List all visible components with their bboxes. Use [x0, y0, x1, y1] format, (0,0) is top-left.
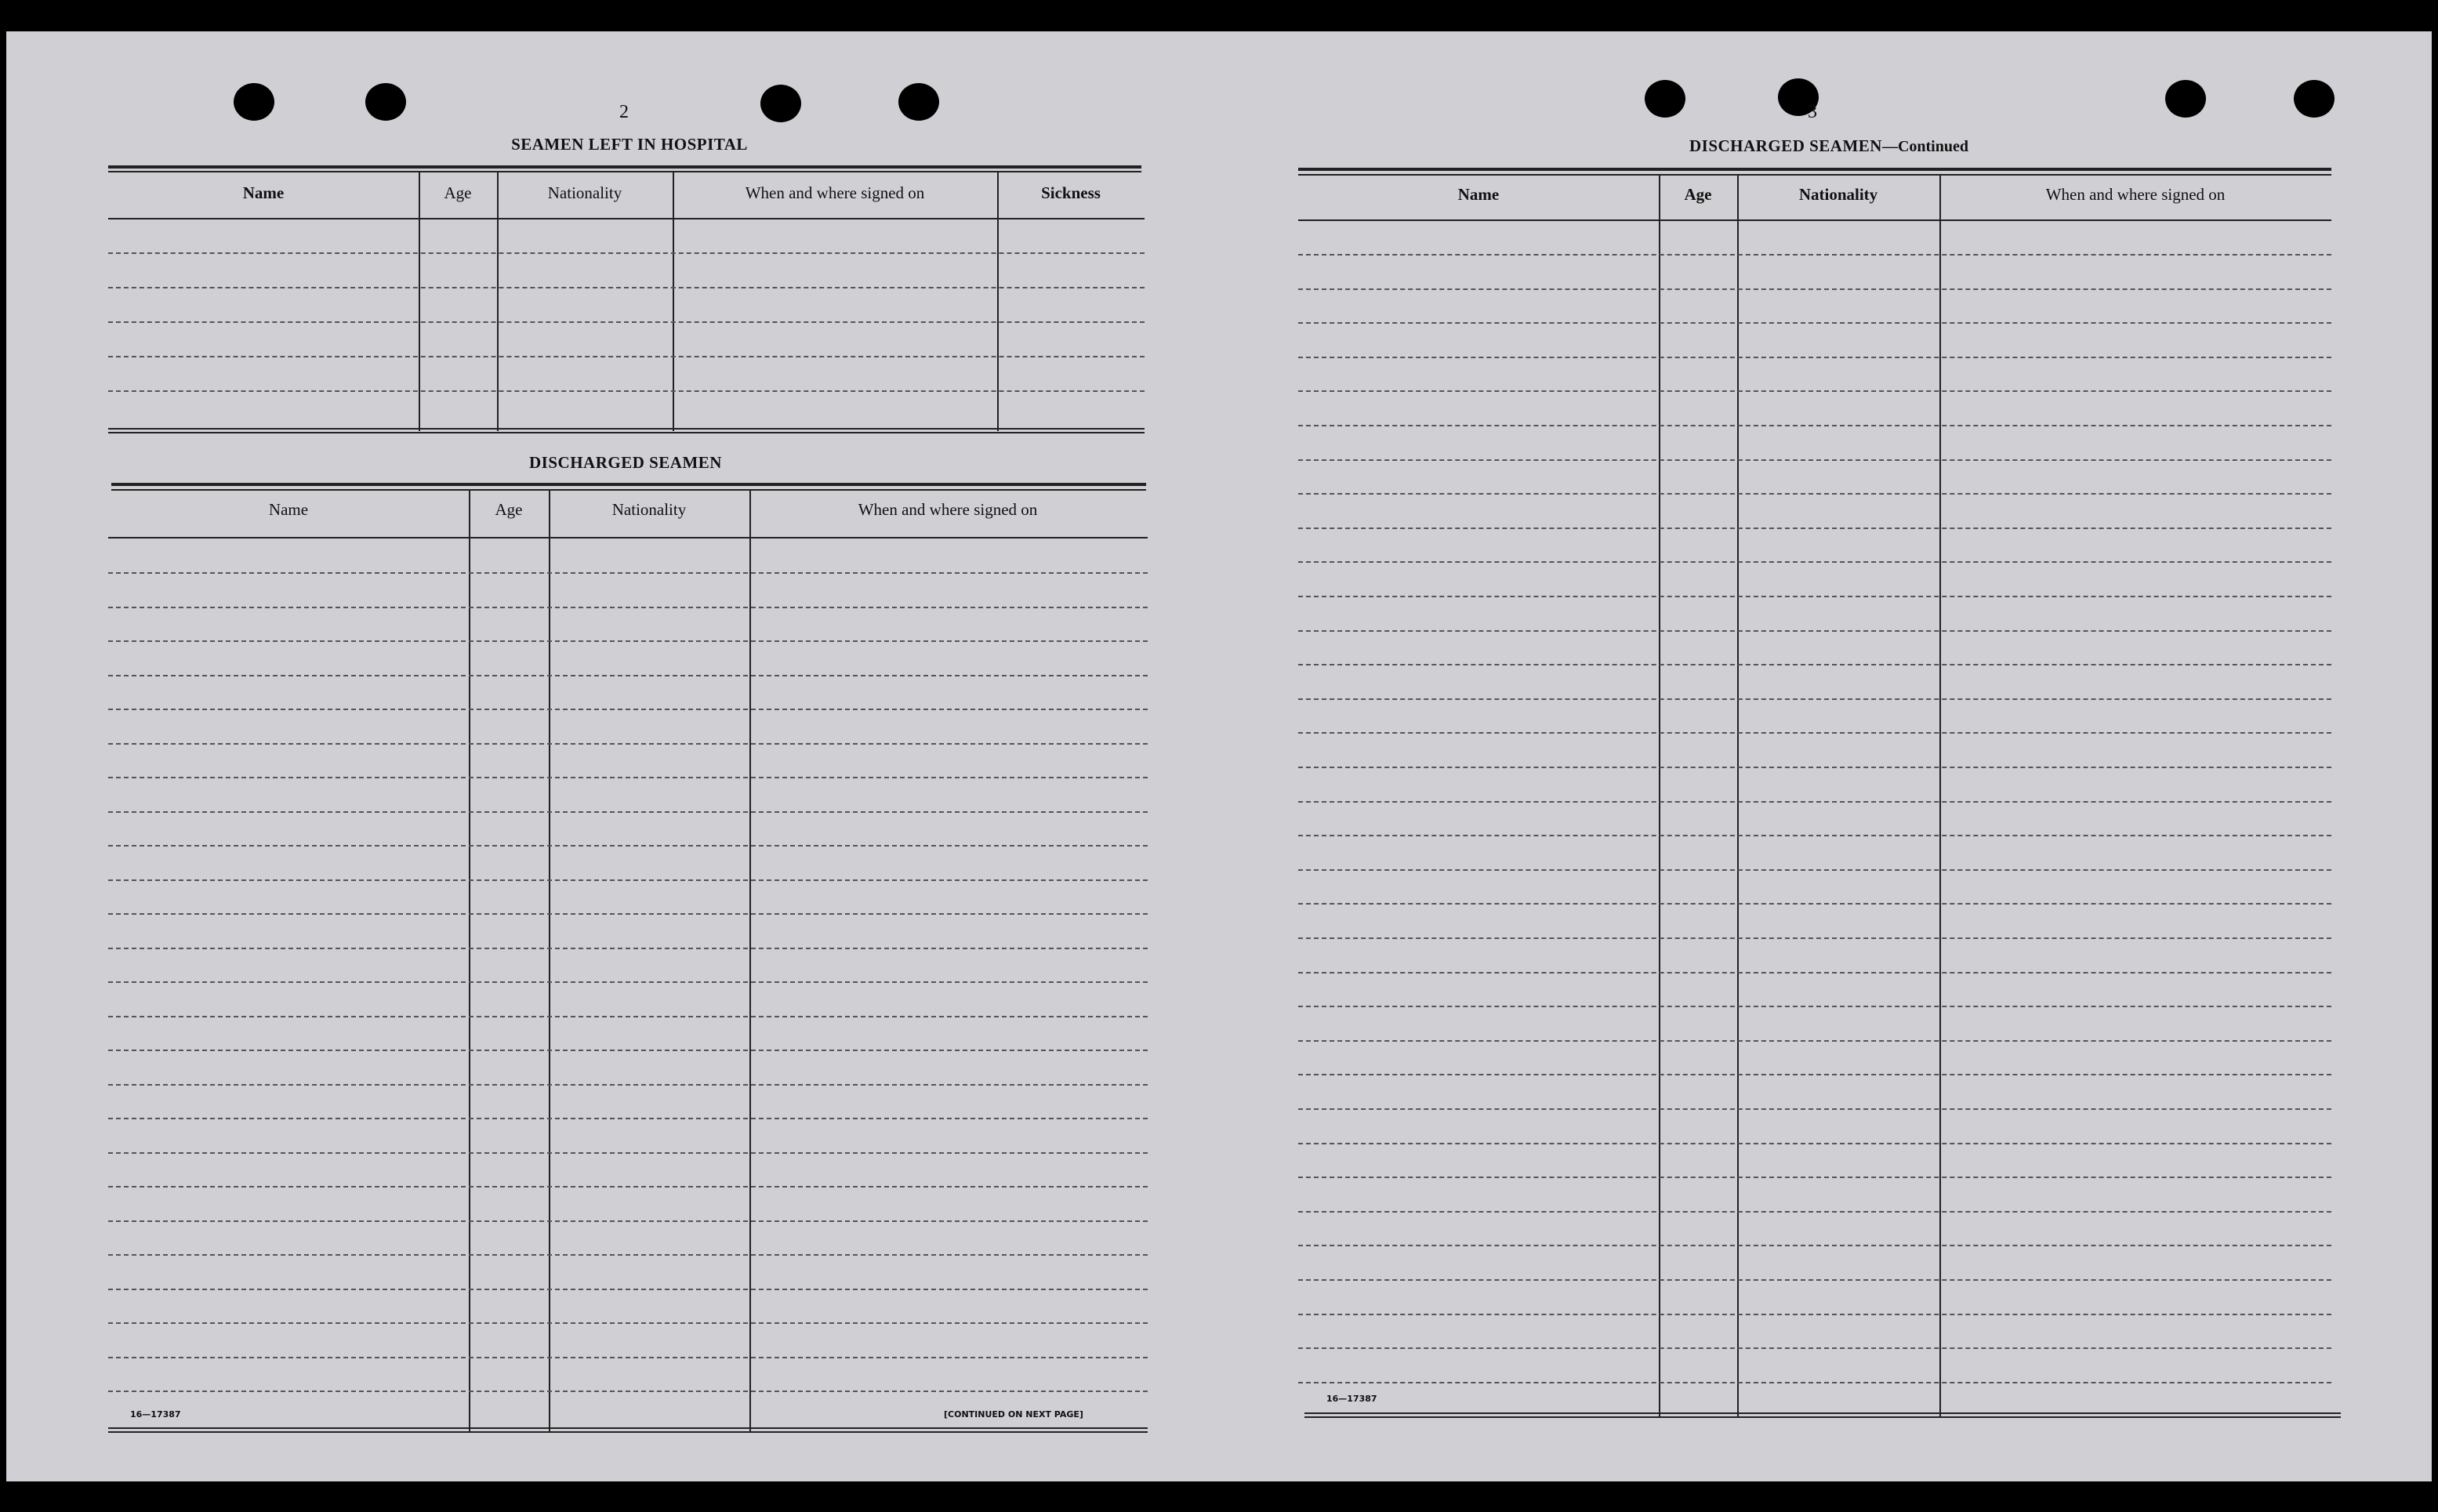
hospital-col-divider — [419, 172, 420, 431]
ruled-line — [108, 1322, 1148, 1324]
ruled-line — [108, 640, 1148, 642]
ruled-line — [1298, 1143, 2331, 1144]
right-col-age: Age — [1684, 185, 1712, 204]
ruled-line — [108, 1016, 1148, 1017]
right-title-continued: —Continued — [1881, 138, 1968, 155]
ruled-line — [1298, 972, 2331, 974]
discharged-section-title: DISCHARGED SEAMEN — [529, 453, 722, 472]
ruled-line — [108, 845, 1148, 847]
discharged-col-name: Name — [268, 500, 309, 519]
punch-hole — [2165, 80, 2206, 118]
ruled-line — [1298, 1245, 2331, 1246]
ruled-line — [1298, 1382, 2331, 1383]
ruled-line — [108, 1152, 1148, 1154]
ruled-line — [1298, 1074, 2331, 1075]
ruled-line — [1298, 425, 2331, 426]
ruled-line — [108, 1391, 1148, 1392]
ruled-line — [1298, 767, 2331, 768]
ruled-line — [108, 1289, 1148, 1290]
ruled-line — [1298, 1006, 2331, 1007]
ruled-line — [1298, 288, 2331, 290]
hospital-col-divider — [497, 172, 499, 431]
right-col-divider — [1659, 176, 1660, 1417]
ruled-line — [1298, 1040, 2331, 1042]
ruled-line — [108, 1357, 1148, 1358]
punch-hole — [234, 83, 274, 121]
discharged-col-divider — [549, 491, 550, 1431]
punch-hole — [1645, 80, 1685, 118]
hospital-top-rule — [108, 165, 1141, 169]
ruled-line — [108, 675, 1148, 676]
discharged-col-signed-on: When and where signed on — [858, 500, 1038, 519]
right-title-main: DISCHARGED SEAMEN — [1689, 136, 1882, 155]
right-bottom-rule — [1304, 1412, 2341, 1414]
right-col-nationality: Nationality — [1798, 185, 1878, 204]
hospital-top-rule-thin — [108, 171, 1141, 172]
right-bottom-rule-2 — [1304, 1416, 2341, 1418]
ruled-line — [108, 287, 1145, 288]
ruled-line — [108, 356, 1145, 357]
ruled-line — [1298, 528, 2331, 529]
ruled-line — [108, 1118, 1148, 1119]
hospital-col-sickness: Sickness — [1041, 183, 1101, 202]
ruled-line — [1298, 869, 2331, 871]
ruled-line — [108, 1084, 1148, 1086]
ruled-line — [1298, 1177, 2331, 1178]
right-col-name: Name — [1457, 185, 1500, 204]
ruled-line — [1298, 903, 2331, 905]
discharged-bottom-rule — [108, 1427, 1148, 1429]
ruled-line — [1298, 1211, 2331, 1213]
hospital-bottom-rule-2 — [108, 432, 1145, 433]
ruled-line — [1298, 1347, 2331, 1349]
discharged-header-rule — [108, 537, 1148, 538]
ruled-line — [108, 1254, 1148, 1256]
punch-hole — [365, 83, 406, 121]
ruled-line — [108, 777, 1148, 778]
ruled-line — [108, 1220, 1148, 1222]
ruled-line — [108, 1050, 1148, 1051]
hospital-col-signed-on: When and where signed on — [745, 183, 925, 202]
ruled-line — [108, 811, 1148, 813]
ruled-line — [108, 321, 1145, 323]
right-form-number: 16—17387 — [1326, 1394, 1377, 1404]
continued-note: [CONTINUED ON NEXT PAGE] — [944, 1409, 1083, 1420]
ruled-line — [108, 948, 1148, 949]
form-sheet — [6, 31, 2432, 1481]
punch-hole — [898, 83, 939, 121]
discharged-col-nationality: Nationality — [611, 500, 687, 519]
ruled-line — [1298, 801, 2331, 803]
ruled-line — [108, 709, 1148, 710]
ruled-line — [108, 252, 1145, 254]
ruled-line — [1298, 596, 2331, 597]
punch-hole — [760, 85, 801, 122]
hospital-col-divider — [997, 172, 999, 431]
left-form-number: 16—17387 — [130, 1409, 181, 1420]
ruled-line — [1298, 835, 2331, 836]
ruled-line — [108, 390, 1145, 392]
ruled-line — [1298, 561, 2331, 563]
hospital-bottom-rule — [108, 428, 1145, 430]
ruled-line — [108, 1186, 1148, 1187]
ruled-line — [108, 981, 1148, 983]
ruled-line — [1298, 254, 2331, 256]
right-page-number: 3 — [1808, 102, 1817, 122]
ruled-line — [1298, 630, 2331, 632]
ruled-line — [1298, 1314, 2331, 1315]
ruled-line — [1298, 664, 2331, 665]
left-page-number: 2 — [619, 102, 629, 122]
ruled-line — [108, 743, 1148, 745]
right-top-rule-thin — [1298, 174, 2331, 176]
right-header-rule — [1298, 219, 2331, 221]
hospital-header-rule — [108, 218, 1145, 219]
discharged-bottom-rule-2 — [108, 1431, 1148, 1433]
right-col-divider — [1939, 176, 1941, 1417]
ruled-line — [1298, 493, 2331, 495]
hospital-col-nationality: Nationality — [547, 183, 622, 202]
discharged-col-age: Age — [495, 500, 523, 519]
hospital-col-name: Name — [242, 183, 285, 202]
hospital-col-divider — [673, 172, 674, 431]
ruled-line — [1298, 1279, 2331, 1281]
ruled-line — [108, 913, 1148, 915]
ruled-line — [108, 607, 1148, 608]
ruled-line — [1298, 357, 2331, 358]
ruled-line — [1298, 390, 2331, 392]
discharged-col-divider — [469, 491, 470, 1431]
ruled-line — [1298, 732, 2331, 734]
discharged-top-rule — [111, 483, 1146, 486]
ruled-line — [1298, 698, 2331, 700]
hospital-col-age: Age — [444, 183, 472, 202]
right-section-title — [1308, 136, 2350, 156]
ruled-line — [1298, 1108, 2331, 1110]
discharged-col-divider — [749, 491, 751, 1431]
right-top-rule — [1298, 168, 2331, 171]
ruled-line — [1298, 937, 2331, 939]
right-col-signed-on: When and where signed on — [2045, 185, 2226, 204]
right-col-divider — [1737, 176, 1739, 1417]
ruled-line — [108, 572, 1148, 574]
ruled-line — [108, 879, 1148, 881]
ruled-line — [1298, 459, 2331, 461]
discharged-top-rule-thin — [111, 489, 1146, 491]
ruled-line — [1298, 322, 2331, 324]
punch-hole — [2294, 80, 2335, 118]
hospital-section-title: SEAMEN LEFT IN HOSPITAL — [511, 135, 748, 154]
